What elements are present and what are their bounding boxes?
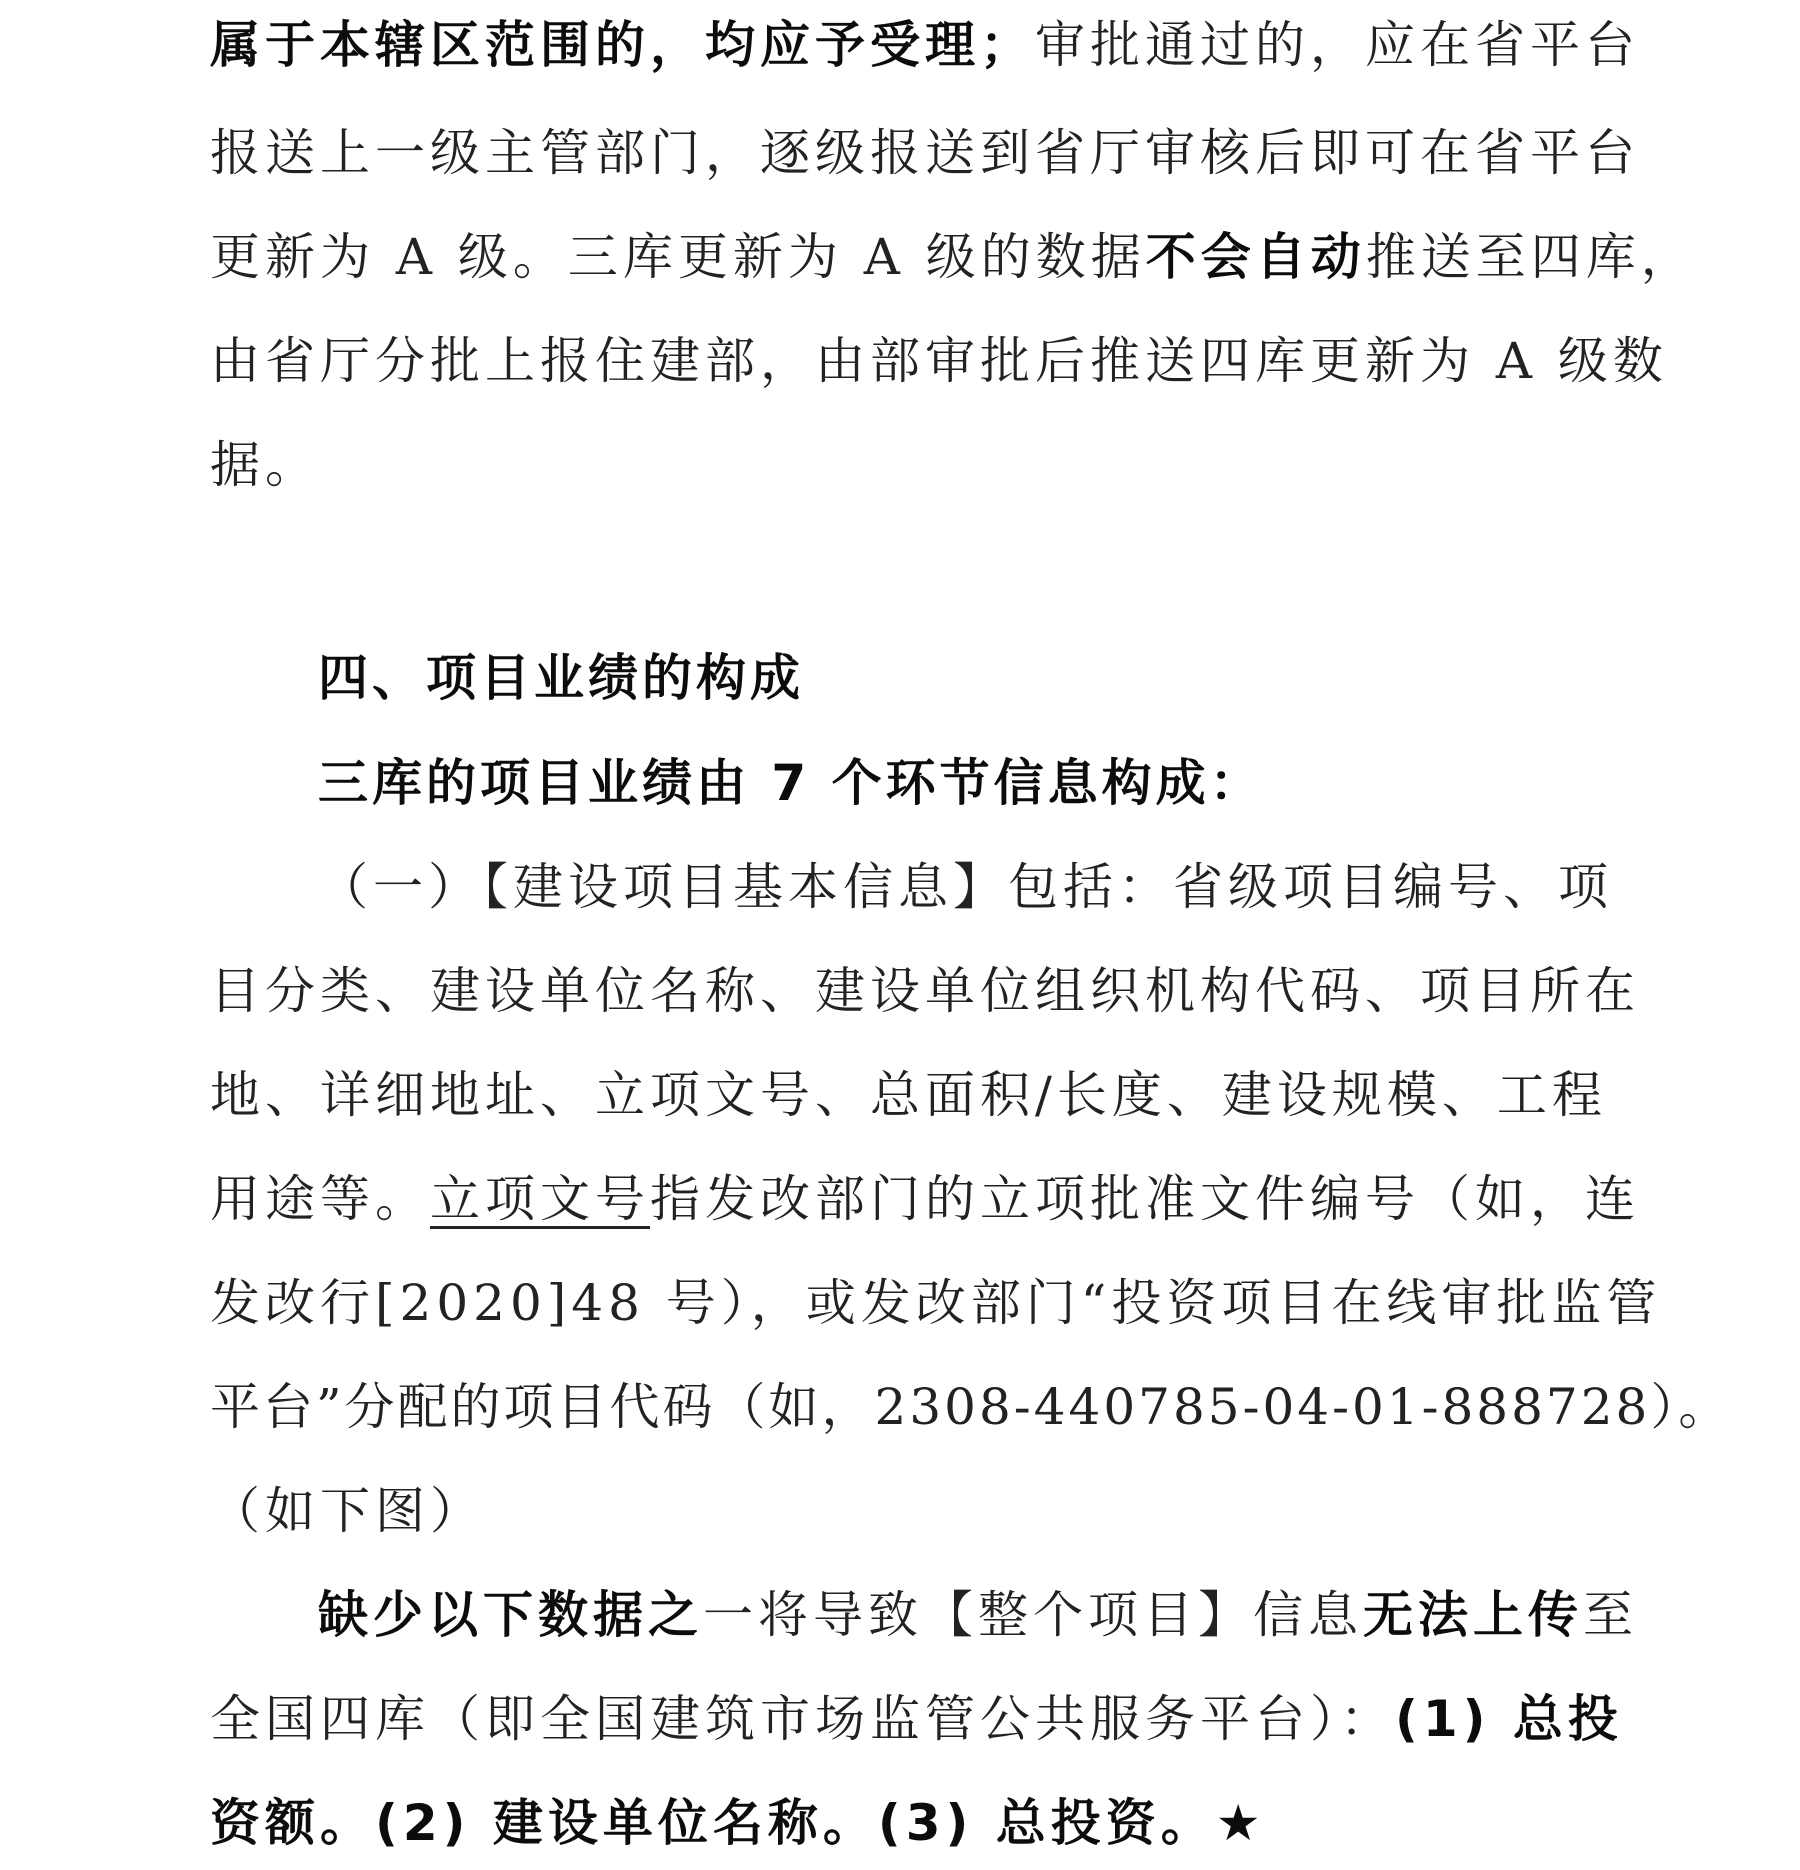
bold-text: 缺少以下数据之	[318, 1586, 703, 1644]
body-text: 审批通过的，应在省平台	[1035, 16, 1640, 74]
paragraph-line: 报送上一级主管部门，逐级报送到省厅审核后即可在省平台	[210, 124, 1640, 182]
item-line: 地、详细地址、立项文号、总面积/长度、建设规模、工程	[210, 1066, 1607, 1124]
paragraph-line: 由省厅分批上报住建部，由部审批后推送四库更新为 A 级数	[210, 332, 1668, 390]
body-text: 指发改部门的立项批准文件编号（如，连	[650, 1170, 1640, 1228]
body-text: 推送至四库，	[1365, 228, 1696, 286]
body-text: 至	[1583, 1586, 1638, 1644]
item-line: （如下图）	[210, 1482, 485, 1540]
section-heading: 四、项目业绩的构成	[318, 649, 804, 707]
item-line: 平台”分配的项目代码（如，2308-440785-04-01-888728）。	[210, 1378, 1732, 1436]
paragraph-line: 据。	[210, 436, 320, 494]
underlined-term: 立项文号	[430, 1170, 650, 1228]
warning-line	[210, 1674, 1623, 1764]
body-text: 更新为 A 级。三库更新为 A 级的数据	[210, 228, 1146, 286]
warning-line	[318, 1570, 1638, 1660]
item-line: （一）【建设项目基本信息】包括：省级项目编号、项	[318, 858, 1613, 916]
bold-text: (1) 总投	[1395, 1690, 1623, 1748]
paragraph-line	[210, 212, 1696, 302]
item-line: 目分类、建设单位名称、建设单位组织机构代码、项目所在	[210, 962, 1640, 1020]
item-line: 发改行[2020]48 号），或发改部门“投资项目在线审批监管	[210, 1274, 1662, 1332]
paragraph-line	[210, 0, 1640, 90]
body-text: 一将导致【整个项目】信息	[703, 1586, 1363, 1644]
bold-text: 无法上传	[1363, 1586, 1583, 1644]
warning-line	[210, 1778, 1600, 1868]
section-intro: 三库的项目业绩由 7 个环节信息构成：	[318, 754, 1264, 812]
body-text: 全国四库（即全国建筑市场监管公共服务平台）：	[210, 1690, 1395, 1748]
item-line	[210, 1154, 1640, 1244]
bold-text: 资额。(2) 建设单位名称。(3) 总投资。★	[210, 1794, 1266, 1852]
bold-text: 不会自动	[1145, 228, 1366, 286]
bold-text: 属于本辖区范围的，均应予受理；	[210, 16, 1035, 74]
body-text: 用途等。	[210, 1170, 430, 1228]
